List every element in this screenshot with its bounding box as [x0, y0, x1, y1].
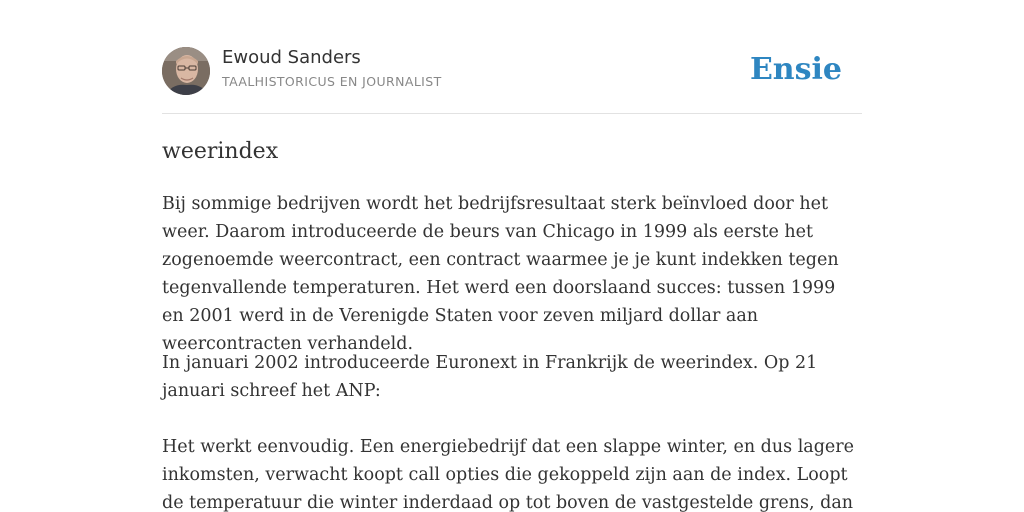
- author-header: [162, 44, 862, 114]
- ensie-logo[interactable]: Ensie: [749, 52, 842, 87]
- author-name[interactable]: Ewoud Sanders: [222, 47, 361, 68]
- author-avatar[interactable]: [162, 47, 210, 95]
- page-container: [162, 0, 862, 512]
- entry-title: weerindex: [162, 139, 279, 164]
- author-role: TAALHISTORICUS EN JOURNALIST: [222, 74, 442, 89]
- entry-paragraph: Het werkt eenvoudig. Een energiebedrijf dat een slappe winter, en dus lagere inkomsten, verwacht koopt call opties die gekoppeld zijn aan de index. Loopt de temperatuur die winter inderdaad op tot boven de vastgestelde grens, dan: [162, 437, 855, 512]
- entry-paragraph: Bij sommige bedrijven wordt het bedrijfsresultaat sterk beïnvloed door het weer. Daarom introduceerde de beurs van Chicago in 1999 als eerste het zogenoemde weercontract, een contract waarmee je je kunt indekken tegen tegenvallende temperaturen. Het werd een doorslaand succes: tussen 1999 en 2001 werd in de Verenigde Staten voor zeven miljard dollar aan weercontracten verhandeld.: [162, 194, 839, 354]
- entry-paragraph: In januari 2002 introduceerde Euronext in Frankrijk de weerindex. Op 21 januari schreef het ANP:: [162, 353, 818, 401]
